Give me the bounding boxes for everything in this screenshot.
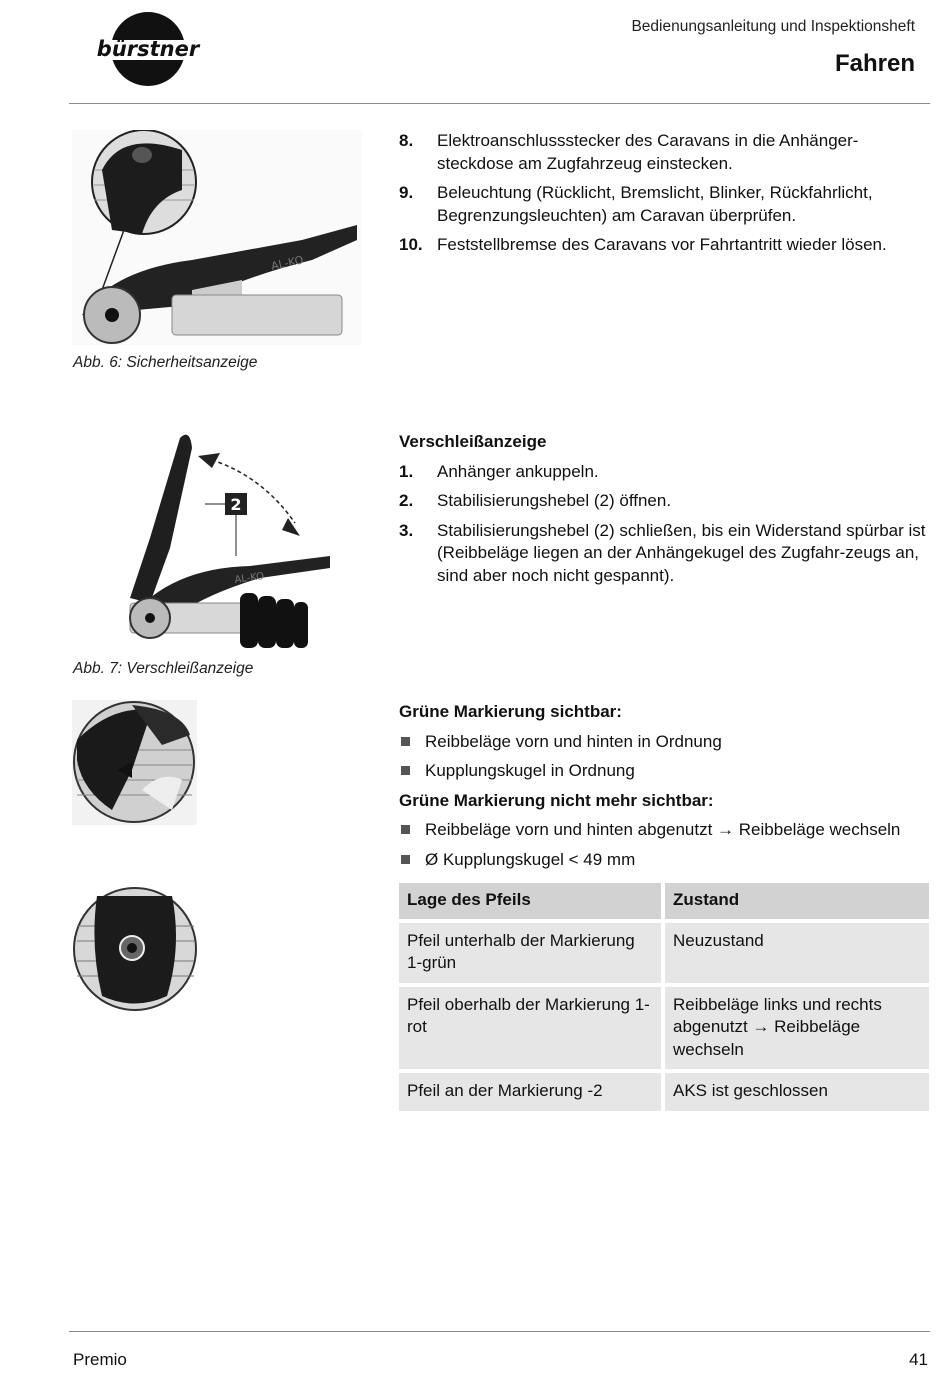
wear-section bbox=[399, 431, 929, 594]
alko-mark-fig6: AL-KO bbox=[269, 253, 305, 273]
step-text: Elektroanschlussstecker des Caravans in die Anhänger-steckdose am Zugfahrzeug einstecken. bbox=[437, 131, 859, 173]
green-not-visible-list bbox=[399, 819, 929, 871]
table-header-cell: Lage des Pfeils bbox=[399, 883, 661, 919]
step-number: 1. bbox=[399, 461, 414, 481]
arrow-position-table bbox=[399, 879, 929, 1115]
step-text: Stabilisierungshebel (2) schließen, bis ein Widerstand spürbar ist (Reibbeläge liegen an der Anhängekugel des Zugfahr-zeugs an, sind aber noch nicht gespannt). bbox=[437, 520, 926, 585]
fig6-safety-indicator-image bbox=[72, 130, 362, 350]
list-item bbox=[399, 461, 929, 484]
green-not-visible-heading: Grüne Markierung nicht mehr sichtbar: bbox=[399, 790, 714, 810]
list-item bbox=[399, 130, 929, 175]
table-row bbox=[399, 1073, 929, 1111]
bullet-text: Kupplungskugel in Ordnung bbox=[425, 761, 635, 780]
bullet-text: Reibbeläge vorn und hinten in Ordnung bbox=[425, 731, 722, 751]
bullet-text: Reibbeläge vorn und hinten abgenutzt → Reibbeläge wechseln bbox=[425, 820, 901, 839]
table-header-row bbox=[399, 883, 929, 919]
step-text: Feststellbremse des Caravans vor Fahrtantritt wieder lösen. bbox=[437, 235, 887, 254]
fig6-caption: Abb. 6: Sicherheitsanzeige bbox=[73, 354, 258, 371]
bullet-square-icon bbox=[401, 825, 410, 834]
list-item bbox=[399, 731, 929, 754]
wear-detail-image-2 bbox=[72, 886, 199, 1018]
steps-top-list bbox=[399, 130, 929, 257]
list-item bbox=[399, 234, 929, 257]
bullet-square-icon bbox=[401, 766, 410, 775]
list-item bbox=[399, 760, 929, 783]
step-number: 3. bbox=[399, 520, 414, 540]
step-text: Beleuchtung (Rücklicht, Bremslicht, Blinker, Rückfahrlicht, Begrenzungsleuchten) am Caravan überprüfen. bbox=[437, 183, 873, 225]
list-item bbox=[399, 490, 929, 513]
table-cell: Neuzustand bbox=[665, 923, 929, 983]
step-number: 8. bbox=[399, 131, 414, 150]
table-cell: Reibbeläge links und rechts abgenutzt → Reibbeläge wechseln bbox=[665, 987, 929, 1070]
table-row bbox=[399, 987, 929, 1070]
step-number: 10. bbox=[399, 235, 423, 254]
wear-detail-image-1 bbox=[72, 700, 197, 830]
green-visible-list bbox=[399, 731, 929, 783]
footer-model: Premio bbox=[73, 1350, 127, 1369]
list-item bbox=[399, 849, 929, 872]
list-item bbox=[399, 520, 929, 588]
list-item bbox=[399, 819, 929, 842]
step-number: 9. bbox=[399, 183, 414, 202]
green-visible-heading: Grüne Markierung sichtbar: bbox=[399, 702, 622, 721]
wear-steps-list bbox=[399, 461, 929, 588]
steps-top-column bbox=[399, 130, 929, 264]
list-item bbox=[399, 182, 929, 227]
step-text: Stabilisierungshebel (2) öffnen. bbox=[437, 491, 672, 510]
bullet-square-icon bbox=[401, 737, 410, 746]
bullet-text: Ø Kupplungskugel < 49 mm bbox=[425, 849, 636, 869]
fig7-wear-indicator-image bbox=[110, 428, 335, 658]
brand-logo-text: bürstner bbox=[96, 37, 200, 61]
step-text: Anhänger ankuppeln. bbox=[437, 461, 599, 481]
brand-logo bbox=[78, 10, 218, 88]
green-marking-section bbox=[399, 701, 929, 878]
document-subtitle: Bedienungsanleitung und Inspektionsheft bbox=[631, 18, 915, 35]
table-cell: AKS ist geschlossen bbox=[665, 1073, 929, 1111]
bullet-square-icon bbox=[401, 855, 410, 864]
table-cell: Pfeil unterhalb der Markierung 1-grün bbox=[399, 923, 661, 983]
alko-mark-fig7: AL-KO bbox=[233, 570, 265, 586]
header-divider bbox=[69, 103, 930, 104]
table-row bbox=[399, 923, 929, 983]
table-cell: Pfeil an der Markierung -2 bbox=[399, 1073, 661, 1111]
section-title: Fahren bbox=[834, 50, 915, 77]
footer-divider bbox=[69, 1331, 930, 1332]
wear-heading: Verschleißanzeige bbox=[399, 432, 547, 451]
fig7-caption: Abb. 7: Verschleißanzeige bbox=[73, 660, 254, 677]
table-cell: Pfeil oberhalb der Markierung 1-rot bbox=[399, 987, 661, 1070]
table-header-cell: Zustand bbox=[665, 883, 929, 919]
step-number: 2. bbox=[399, 491, 414, 510]
page-number: 41 bbox=[909, 1350, 928, 1369]
fig7-marker-2: 2 bbox=[230, 495, 242, 514]
